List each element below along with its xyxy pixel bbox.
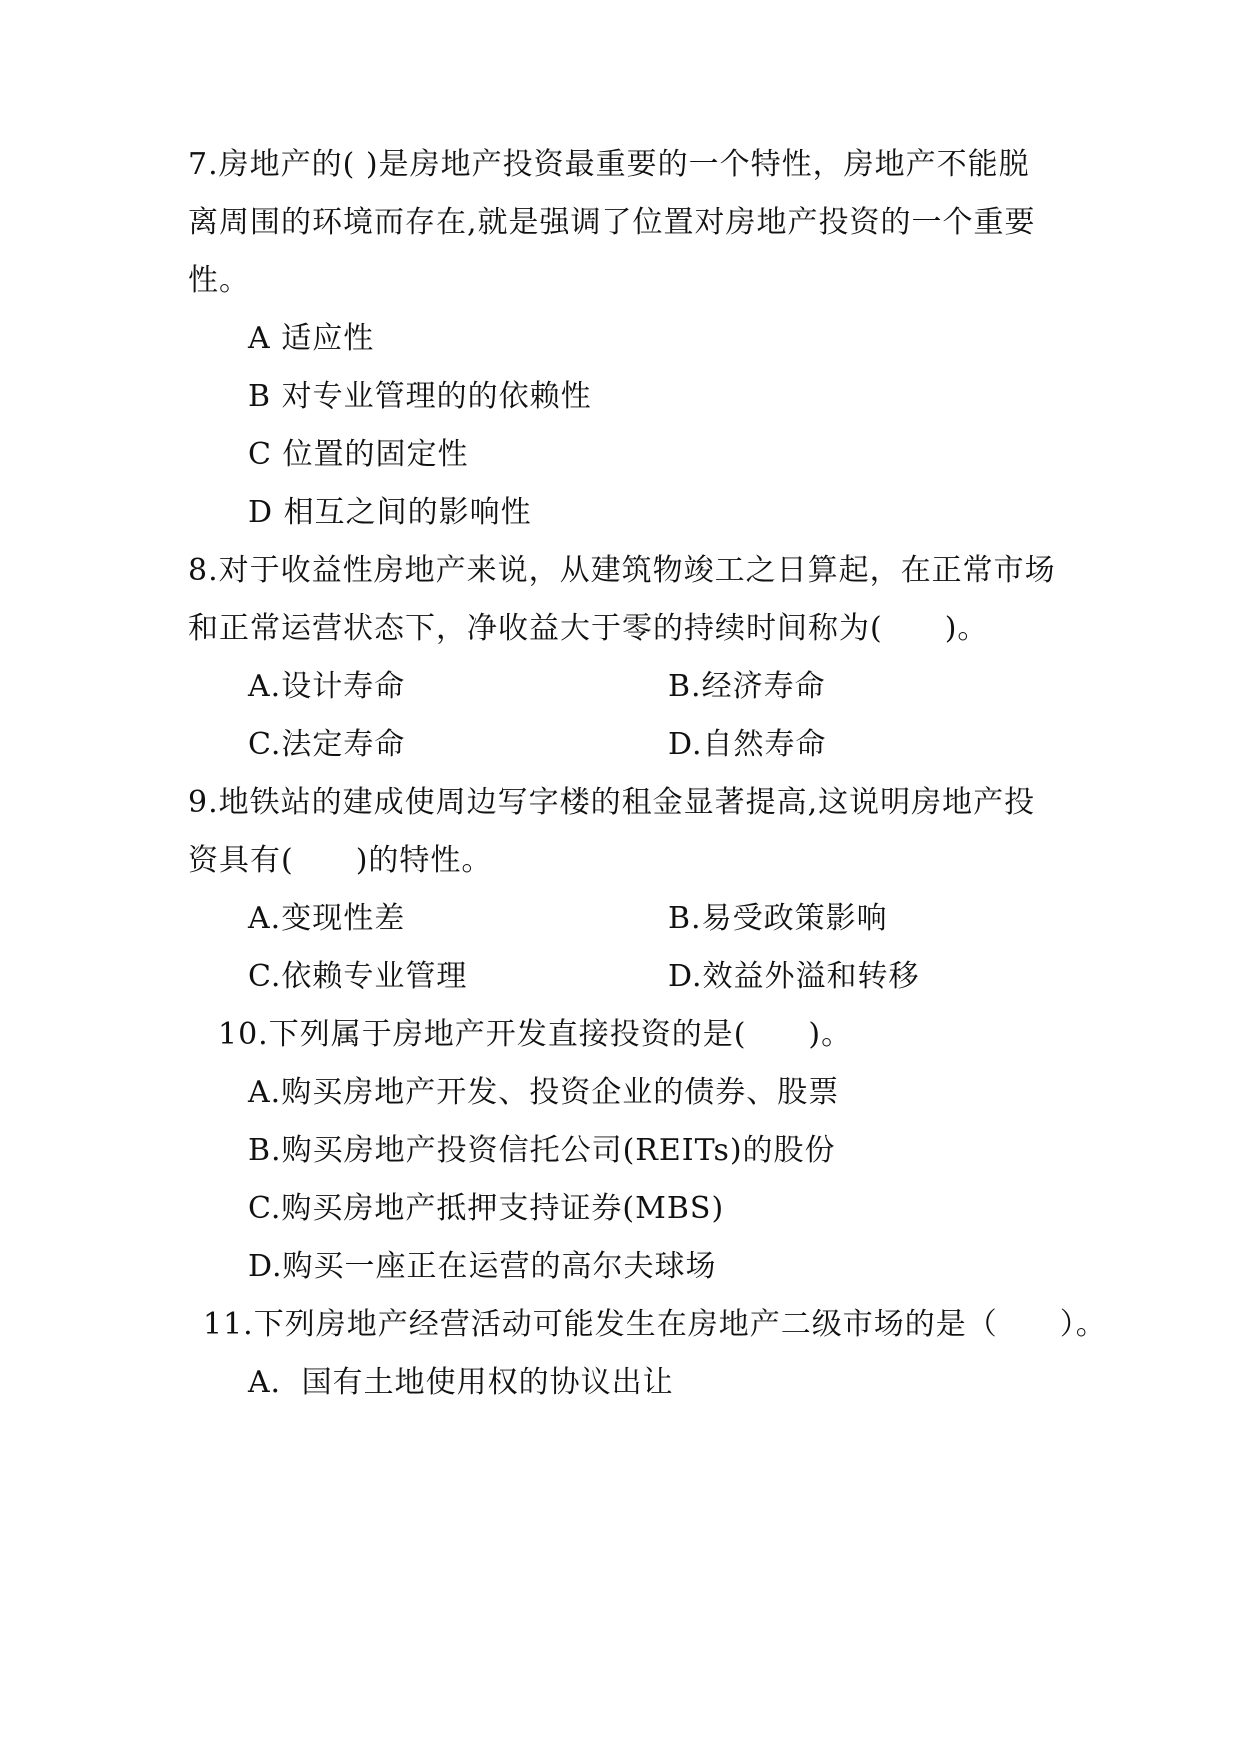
q9-option-b: B.易受政策影响 xyxy=(668,901,888,936)
q10-option-b: B.购买房地产投资信托公司(REITs)的股份 xyxy=(248,1133,836,1168)
q8-option-d: D.自然寿命 xyxy=(668,727,827,762)
q8-option-c: C.法定寿命 xyxy=(248,727,406,762)
q11-stem-line-1: 11.下列房地产经营活动可能发生在房地产二级市场的是（ ）。 xyxy=(203,1307,1107,1342)
q8-option-a: A.设计寿命 xyxy=(248,669,406,704)
q8-stem-line-2: 和正常运营状态下，净收益大于零的持续时间称为( )。 xyxy=(188,611,989,646)
q9-option-c: C.依赖专业管理 xyxy=(248,959,468,994)
q10-option-c: C.购买房地产抵押支持证券(MBS) xyxy=(248,1191,725,1226)
q8-option-b: B.经济寿命 xyxy=(668,669,826,704)
q10-option-a: A.购买房地产开发、投资企业的债券、股票 xyxy=(248,1075,840,1110)
q10-option-d: D.购买一座正在运营的高尔夫球场 xyxy=(248,1249,717,1284)
q8-stem-line-1: 8.对于收益性房地产来说，从建筑物竣工之日算起，在正常市场 xyxy=(188,553,1056,588)
q7-stem-line-3: 性。 xyxy=(188,263,250,298)
q7-option-b: B 对专业管理的的依赖性 xyxy=(248,379,592,414)
q7-option-a: A 适应性 xyxy=(248,321,375,356)
q7-option-d: D 相互之间的影响性 xyxy=(248,495,532,530)
q9-option-d: D.效益外溢和转移 xyxy=(668,959,920,994)
q7-stem-line-2: 离周围的环境而存在,就是强调了位置对房地产投资的一个重要 xyxy=(188,205,1036,240)
q9-stem-line-2: 资具有( )的特性。 xyxy=(188,843,493,878)
q11-option-a: A．国有土地使用权的协议出让 xyxy=(248,1365,674,1400)
q7-option-c: C 位置的固定性 xyxy=(248,437,469,472)
q10-stem-line-1: 10.下列属于房地产开发直接投资的是( )。 xyxy=(218,1017,853,1052)
q7-stem-line-1: 7.房地产的( )是房地产投资最重要的一个特性，房地产不能脱 xyxy=(188,147,1030,182)
q9-option-a: A.变现性差 xyxy=(248,901,406,936)
q9-stem-line-1: 9.地铁站的建成使周边写字楼的租金显著提高,这说明房地产投 xyxy=(188,785,1036,820)
